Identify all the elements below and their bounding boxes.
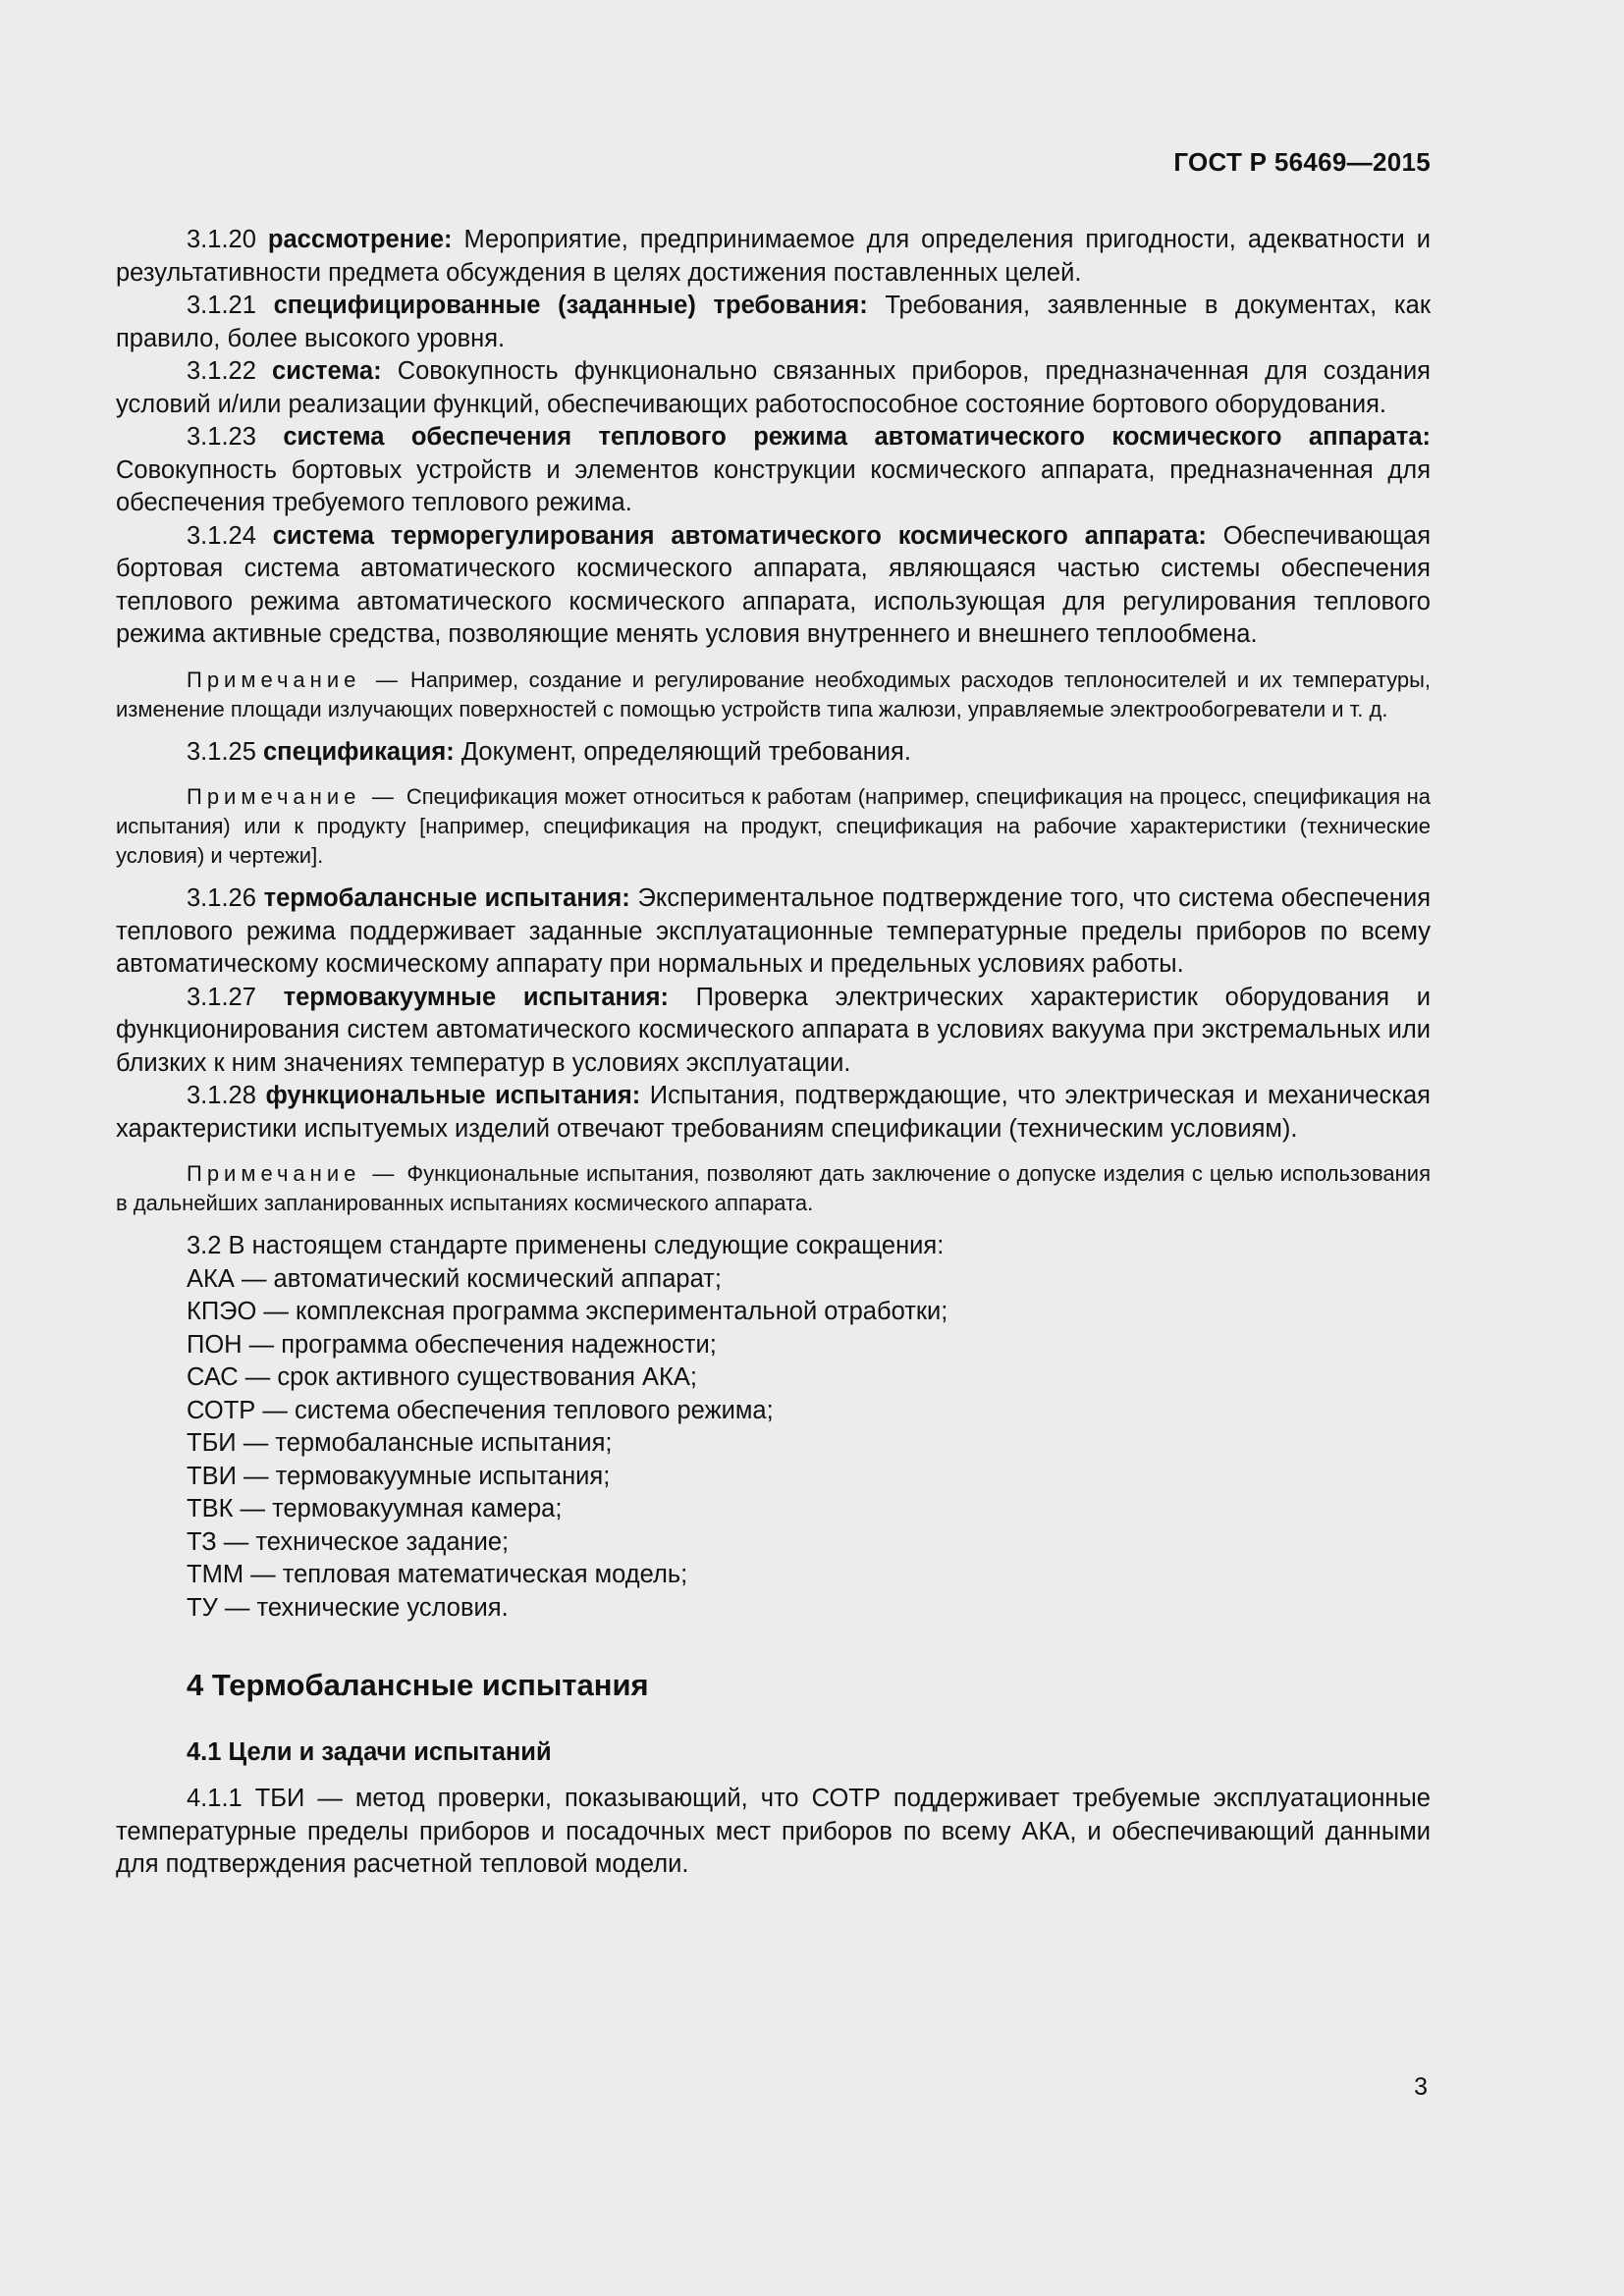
abbreviation-item: ТВИ — термовакуумные испытания;	[187, 1462, 611, 1490]
term-3-1-24	[116, 520, 1431, 652]
term-3-1-20	[116, 224, 1431, 290]
paragraph-4-1-1: 4.1.1 ТБИ — метод проверки, показывающий, что СОТР поддерживает требуемые эксплуатационные температурные пределы приборов и посадочных мест приборов по всему АКА, и обеспечивающий данными для подтверждения расчетной тепловой модели.	[116, 1785, 1431, 1878]
abbreviations-list	[116, 1263, 1431, 1626]
term-definition: Документ, определяющий требования.	[460, 737, 911, 766]
term-3-1-22	[116, 355, 1431, 421]
term-definition: Обеспечивающая бортовая система автоматического космического аппарата, являющаяся частью системы обеспечения теплового режима автоматического космического аппарата, использующая для регулирования теплового режима активные средства, позволяющие менять условия внутреннего и внешнего теплообмена.	[116, 521, 1431, 648]
term-3-1-23	[116, 421, 1431, 520]
abbreviation-item: ПОН — программа обеспечения надежности;	[187, 1330, 717, 1359]
note-label: Примечание —	[187, 667, 403, 692]
term-3-1-26	[116, 882, 1431, 982]
term-number: 3.1.25	[187, 737, 256, 766]
term-number: 3.1.27	[187, 983, 256, 1011]
term-definition: Экспериментальное подтверждение того, что система обеспечения теплового режима поддерживает заданные эксплуатационные температурные пределы приборов по всему автоматическому космическому аппарату при нормальных и предельных условиях работы.	[116, 884, 1432, 978]
section-4-title: 4 Термобалансные испытания	[187, 1668, 649, 1702]
term-3-1-21	[116, 290, 1431, 355]
note-2	[116, 782, 1431, 871]
term-number: 3.1.28	[187, 1082, 256, 1109]
term-definition: Мероприятие, предпринимаемое для определения пригодности, адекватности и результативности предмета обсуждения в целях достижения поставленных целей.	[116, 226, 1431, 287]
abbreviation-item: ТММ — тепловая математическая модель;	[187, 1561, 688, 1588]
abbreviations-intro: 3.2 В настоящем стандарте применены следующие сокращения:	[187, 1232, 945, 1259]
abbreviation-item: СОТР — система обеспечения теплового режима;	[187, 1396, 774, 1424]
note-label: Примечание —	[187, 1161, 400, 1186]
note-text: Спецификация может относиться к работам (например, спецификация на процесс, спецификация на испытания) или к продукту [например, спецификация на продукт, спецификация на рабочие характеристики (технические условия) и чертежи].	[116, 784, 1431, 868]
document-header: ГОСТ Р 56469—2015	[1173, 147, 1431, 177]
note-1	[116, 666, 1431, 724]
term-title: термовакуумные испытания:	[283, 983, 669, 1011]
note-text: Например, создание и регулирование необходимых расходов теплоносителей и их температуры, изменение площади излучающих поверхностей с помощью устройств типа жалюзи, управляемые электрообогреватели и т. д.	[116, 667, 1431, 721]
abbreviation-item: КПЭО — комплексная программа экспериментальной отработки;	[187, 1298, 948, 1325]
term-number: 3.1.21	[187, 292, 256, 319]
term-definition: Испытания, подтверждающие, что электрическая и механическая характеристики испытуемых изделий отвечают требованиям спецификации (техническим условиям).	[116, 1082, 1431, 1143]
term-title: функциональные испытания:	[265, 1082, 641, 1109]
abbreviation-item: ТЗ — техническое задание;	[187, 1527, 510, 1556]
note-3	[116, 1159, 1431, 1218]
term-title: термобалансные испытания:	[263, 884, 630, 912]
document-body	[116, 224, 1431, 1882]
note-text: Функциональные испытания, позволяют дать заключение о допуске изделия с целью использования в дальнейших запланированных испытаниях космического аппарата.	[116, 1161, 1432, 1215]
abbreviation-item: ТВК — термовакуумная камера;	[187, 1495, 563, 1522]
note-label: Примечание —	[187, 784, 399, 809]
term-3-1-27	[116, 982, 1431, 1081]
term-number: 3.1.24	[187, 521, 256, 550]
term-title: рассмотрение:	[267, 226, 453, 253]
term-number: 3.1.20	[187, 226, 256, 253]
term-title: система обеспечения теплового режима автоматического космического аппарата:	[283, 423, 1431, 451]
abbreviation-item: ТБИ — термобалансные испытания;	[187, 1429, 613, 1457]
term-definition: Проверка электрических характеристик оборудования и функционирования систем автоматического космического аппарата в условиях вакуума при экстремальных или близких к ним значениях температур в условиях эксплуатации.	[116, 983, 1431, 1077]
term-number: 3.1.22	[187, 357, 256, 385]
term-3-1-25	[116, 736, 1431, 770]
term-definition: Требования, заявленные в документах, как правило, более высокого уровня.	[116, 292, 1431, 352]
term-3-1-28	[116, 1080, 1431, 1146]
term-title: специфицированные (заданные) требования:	[273, 292, 868, 319]
page-number: 3	[1414, 2073, 1428, 2101]
term-title: система терморегулирования автоматического космического аппарата:	[272, 521, 1207, 550]
subsection-4-1-title: 4.1 Цели и задачи испытаний	[187, 1738, 552, 1766]
abbreviation-item: САС — срок активного существования АКА;	[187, 1363, 697, 1391]
term-definition: Совокупность бортовых устройств и элементов конструкции космического аппарата, предназначенная для обеспечения требуемого теплового режима.	[116, 455, 1431, 516]
term-title: система:	[272, 357, 382, 385]
term-title: спецификация:	[263, 737, 455, 766]
abbreviation-item: АКА — автоматический космический аппарат;	[187, 1264, 722, 1293]
term-definition: Совокупность функционально связанных приборов, предназначенная для создания условий и/или реализации функций, обеспечивающих работоспособное состояние бортового оборудования.	[116, 357, 1431, 418]
term-number: 3.1.26	[187, 884, 256, 912]
term-number: 3.1.23	[187, 423, 256, 451]
abbreviation-item: ТУ — технические условия.	[187, 1593, 509, 1622]
